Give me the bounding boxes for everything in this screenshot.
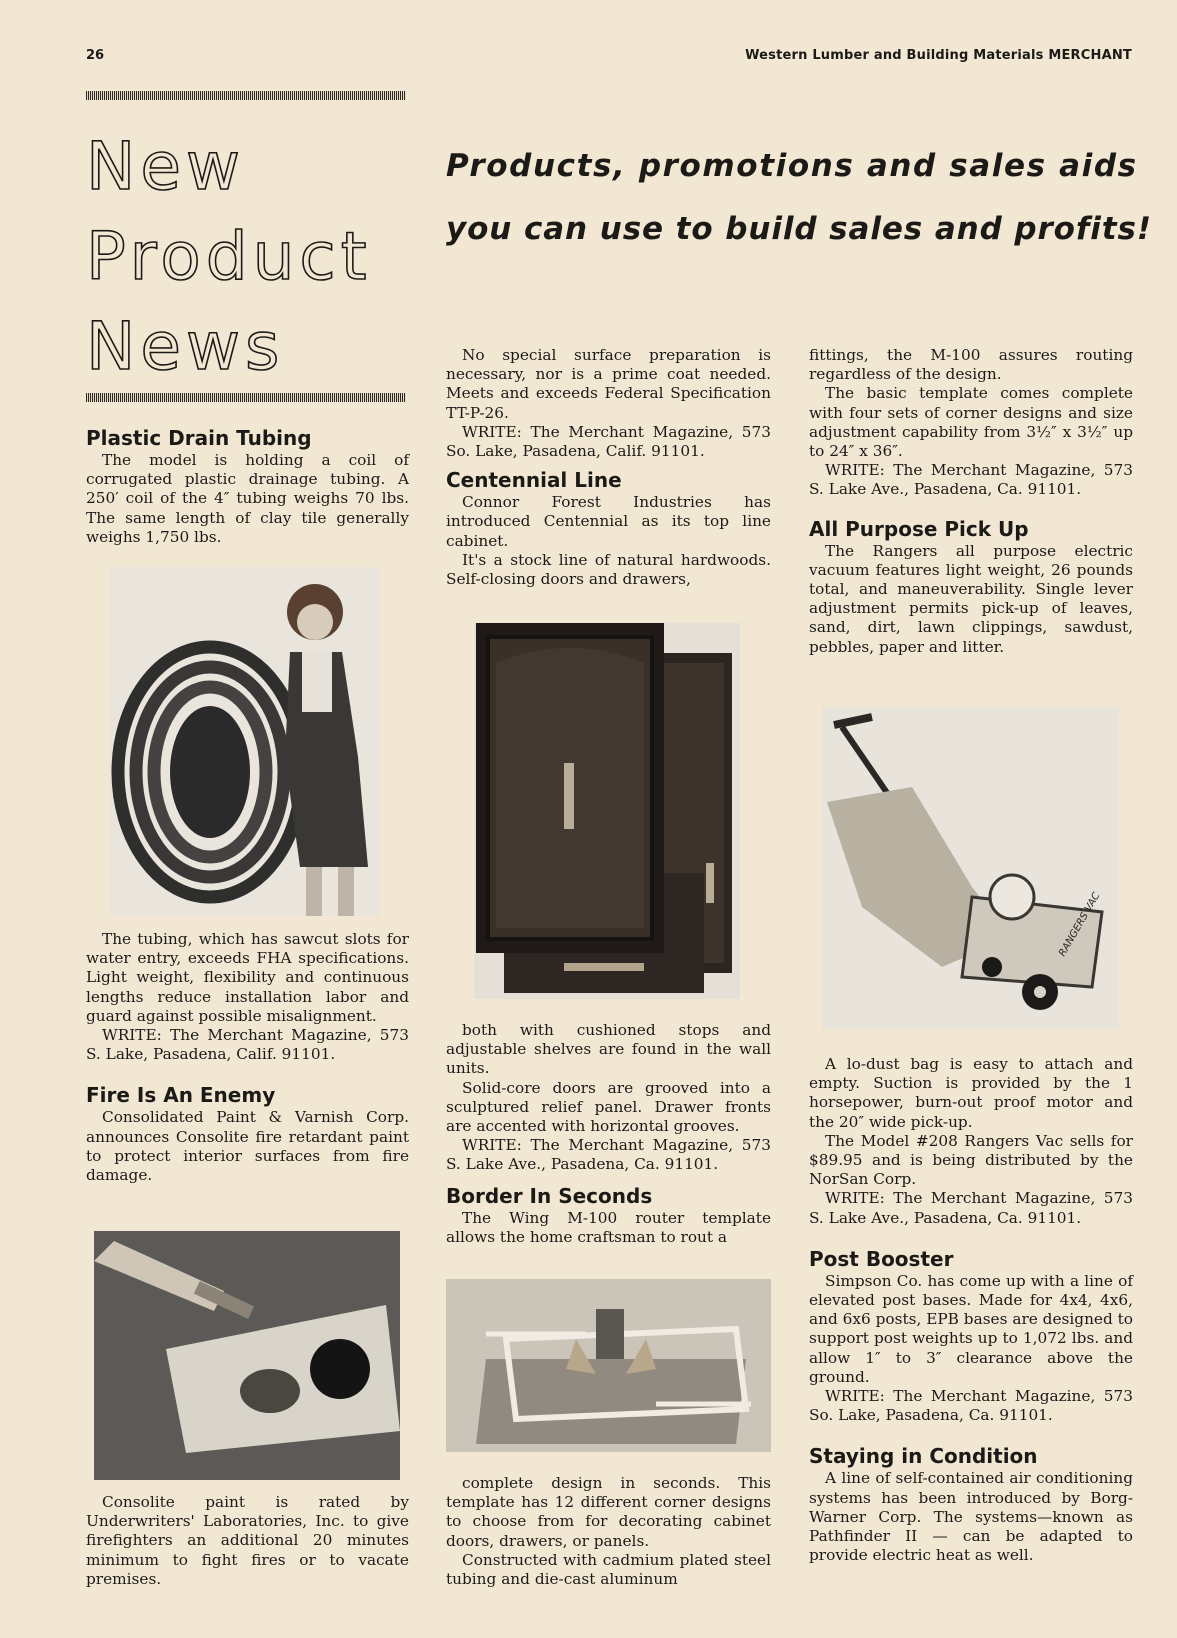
section-title-line: News bbox=[86, 308, 285, 385]
photo-vacuum bbox=[822, 707, 1119, 1029]
paragraph: complete design in seconds. This template has 12 different corner designs to choose from for decorating cabinet doors, drawers, or panels. bbox=[446, 1474, 771, 1550]
paragraph: The Model #208 Rangers Vac sells for $89.95 and is being distributed by the NorSan Corp. bbox=[809, 1131, 1133, 1189]
top-rule bbox=[86, 91, 406, 100]
paragraph: No special surface preparation is necessary, nor is a prime coat needed. Meets and exceeds Federal Specification TT-P-26. bbox=[446, 346, 771, 422]
heading-centennial-line: Centennial Line bbox=[446, 468, 622, 493]
photo-router-template bbox=[446, 1279, 771, 1452]
article-border-bottom bbox=[446, 1474, 771, 1589]
paragraph: fittings, the M-100 assures routing regardless of the design. bbox=[809, 346, 1133, 384]
article-drain-tubing-top bbox=[86, 425, 409, 547]
article-drain-tubing-bottom bbox=[86, 930, 409, 1185]
paragraph: Solid-core doors are grooved into a sculptured relief panel. Drawer fronts are accented with horizontal grooves. bbox=[446, 1078, 771, 1136]
heading-fire-is-an-enemy: Fire Is An Enemy bbox=[86, 1083, 276, 1108]
heading-plastic-drain-tubing: Plastic Drain Tubing bbox=[86, 426, 312, 450]
paragraph: Consolidated Paint & Varnish Corp. announces Consolite fire retardant paint to protect interior surfaces from fire damage. bbox=[86, 1108, 409, 1185]
write-address: WRITE: The Merchant Magazine, 573 So. Lake, Pasadena, Ca. 91101. bbox=[809, 1387, 1133, 1425]
write-address: WRITE: The Merchant Magazine, 573 S. Lake Ave., Pasadena, Ca. 91101. bbox=[809, 461, 1133, 499]
photo-fire-paint bbox=[94, 1231, 400, 1480]
photo-drain-tubing bbox=[110, 567, 380, 916]
write-address: WRITE: The Merchant Magazine, 573 S. Lake, Pasadena, Calif. 91101. bbox=[86, 1026, 409, 1064]
paragraph: Connor Forest Industries has introduced Centennial as its top line cabinet. bbox=[446, 493, 771, 550]
article-pickup-bottom bbox=[809, 1055, 1133, 1565]
paragraph: The basic template comes complete with four sets of corner designs and size adjustment capability from 3½″ x 3½″ up to 24″ x 36″. bbox=[809, 384, 1133, 461]
article-fire-bottom bbox=[86, 1493, 409, 1589]
paragraph: It's a stock line of natural hardwoods. Self-closing doors and drawers, bbox=[446, 550, 771, 589]
article-border-continued bbox=[809, 346, 1133, 657]
paragraph: A lo-dust bag is easy to attach and empty. Suction is provided by the 1 horsepower, burn-out proof motor and the 20″ wide pick-up. bbox=[809, 1055, 1133, 1131]
paragraph: The model is holding a coil of corrugated plastic drainage tubing. A 250′ coil of the 4″ tubing weighs 70 lbs. The same length of clay tile generally weighs 1,750 lbs. bbox=[86, 451, 409, 546]
paragraph: Consolite paint is rated by Underwriters' Laboratories, Inc. to give firefighters an additional 20 minutes minimum to fight fires or to vacate premises. bbox=[86, 1493, 409, 1588]
section-title bbox=[86, 122, 416, 392]
write-address: WRITE: The Merchant Magazine, 573 So. Lake, Pasadena, Calif. 91101. bbox=[446, 422, 771, 461]
paragraph: A line of self-contained air conditioning systems has been introduced by Borg-Warner Corp. The systems—known as Pathfinder II — can be adapted to provide electric heat as well. bbox=[809, 1469, 1133, 1565]
running-header: Western Lumber and Building Materials MERCHANT bbox=[745, 48, 1132, 63]
paragraph: The Wing M-100 router template allows the home craftsman to rout a bbox=[446, 1208, 771, 1246]
section-title-line: New bbox=[86, 128, 245, 205]
section-title-line: Product bbox=[86, 218, 372, 295]
tagline-line-2: you can use to build sales and profits! bbox=[446, 211, 1152, 247]
write-address: WRITE: The Merchant Magazine, 573 S. Lake Ave., Pasadena, Ca. 91101. bbox=[809, 1189, 1133, 1227]
heading-staying-in-condition: Staying in Condition bbox=[809, 1444, 1038, 1469]
heading-border-in-seconds: Border In Seconds bbox=[446, 1183, 653, 1208]
photo-cabinet-doors bbox=[474, 623, 740, 999]
write-address: WRITE: The Merchant Magazine, 573 S. Lake Ave., Pasadena, Ca. 91101. bbox=[446, 1136, 771, 1174]
paragraph: both with cushioned stops and adjustable shelves are found in the wall units. bbox=[446, 1021, 771, 1078]
tagline-line-1: Products, promotions and sales aids bbox=[446, 148, 1138, 184]
article-centennial-bottom bbox=[446, 1021, 771, 1247]
paragraph: Constructed with cadmium plated steel tubing and die-cast aluminum bbox=[446, 1550, 771, 1589]
page-number: 26 bbox=[86, 48, 105, 63]
bottom-rule bbox=[86, 393, 406, 402]
vacuum-brand-label: RANGERS VAC bbox=[1057, 890, 1103, 959]
paragraph: The tubing, which has sawcut slots for water entry, exceeds FHA specifications. Light weight, flexibility and continuous lengths reduce installation labor and guard against possible misalignment. bbox=[86, 930, 409, 1025]
heading-all-purpose-pick-up: All Purpose Pick Up bbox=[809, 516, 1029, 541]
paragraph: Simpson Co. has come up with a line of elevated post bases. Made for 4x4, 4x6, and 6x6 posts, EPB bases are designed to support post weights up to 1,072 lbs. and allow 1″ to 3″ clearance above the ground. bbox=[809, 1271, 1133, 1386]
heading-post-booster: Post Booster bbox=[809, 1246, 954, 1271]
paragraph: The Rangers all purpose electric vacuum features light weight, 26 pounds total, and maneuverability. Single lever adjustment permits pick-up of leaves, sand, dirt, lawn clippings, sawdust, pebbles, paper and litter. bbox=[809, 541, 1133, 656]
article-fire-continued bbox=[446, 346, 771, 589]
